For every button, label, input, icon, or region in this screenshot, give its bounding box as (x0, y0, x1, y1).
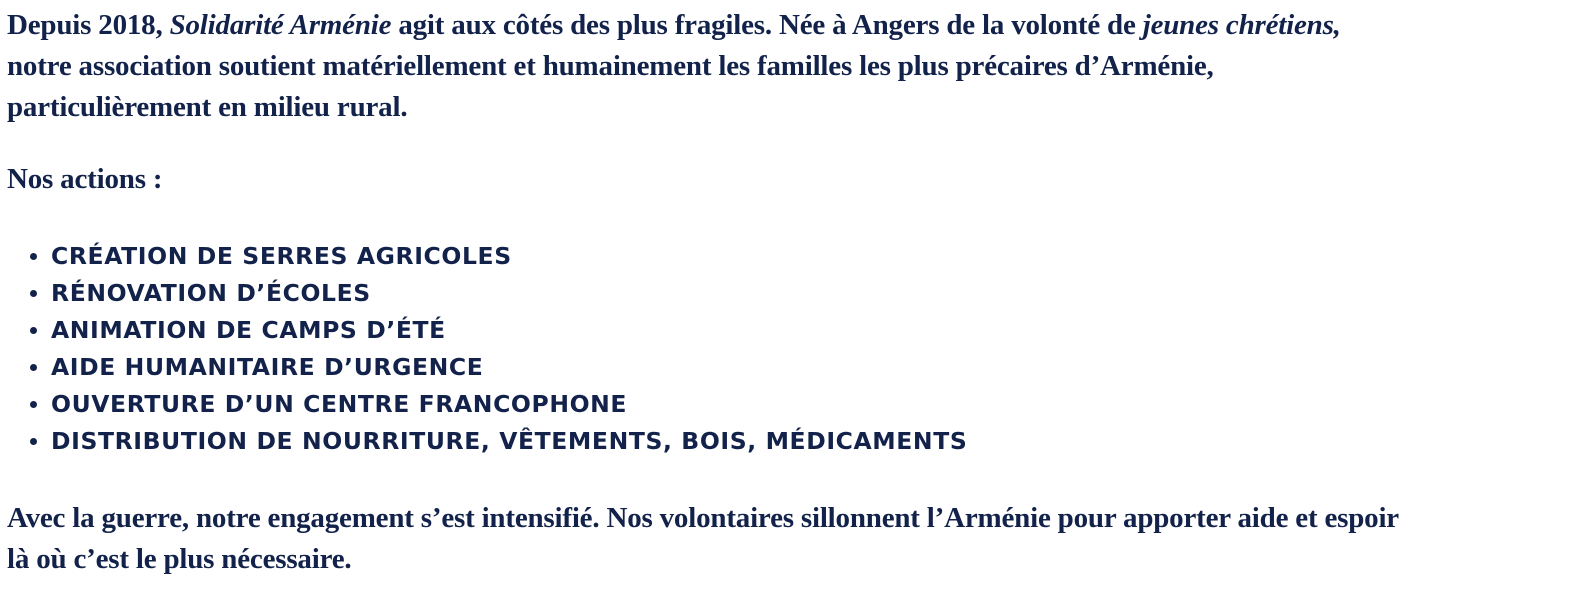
list-item (29, 312, 1578, 349)
org-name: Solidarité Arménie (169, 9, 392, 41)
bullet-icon (30, 253, 37, 260)
intro-line-3: particulièrement en milieu rural. (7, 91, 408, 123)
action-label: RÉNOVATION D’ÉCOLES (51, 279, 371, 307)
list-item (29, 423, 1578, 460)
actions-list (7, 238, 1578, 460)
founders-text: jeunes chrétiens, (1142, 9, 1341, 41)
bullet-icon (30, 290, 37, 297)
list-item (29, 275, 1578, 312)
bullet-icon (30, 438, 37, 445)
intro-line-2: notre association soutient matériellement et humainement les familles les plus précaires d’Arménie, (7, 50, 1214, 82)
outro-line-2: là où c’est le plus nécessaire. (7, 543, 352, 575)
action-label: DISTRIBUTION DE NOURRITURE, VÊTEMENTS, BOIS, MÉDICAMENTS (51, 427, 968, 455)
action-label: CRÉATION DE SERRES AGRICOLES (51, 242, 512, 270)
outro-line-1: Avec la guerre, notre engagement s’est intensifié. Nos volontaires sillonnent l’Arménie pour apporter aide et espoir (7, 502, 1399, 534)
action-label: ANIMATION DE CAMPS D’ÉTÉ (51, 316, 446, 344)
outro-paragraph (7, 498, 1578, 580)
list-item (29, 349, 1578, 386)
bullet-icon (30, 327, 37, 334)
bullet-icon (30, 364, 37, 371)
intro-text-part2: agit aux côtés des plus fragiles. Née à Angers de la volonté de (391, 9, 1143, 41)
intro-text-part1: Depuis 2018, (7, 9, 170, 41)
bullet-icon (30, 401, 37, 408)
list-item (29, 386, 1578, 423)
action-label: OUVERTURE D’UN CENTRE FRANCOPHONE (51, 390, 628, 418)
list-item (29, 238, 1578, 275)
action-label: AIDE HUMANITAIRE D’URGENCE (51, 353, 484, 381)
intro-paragraph (7, 0, 1578, 128)
actions-heading: Nos actions : (7, 163, 163, 195)
